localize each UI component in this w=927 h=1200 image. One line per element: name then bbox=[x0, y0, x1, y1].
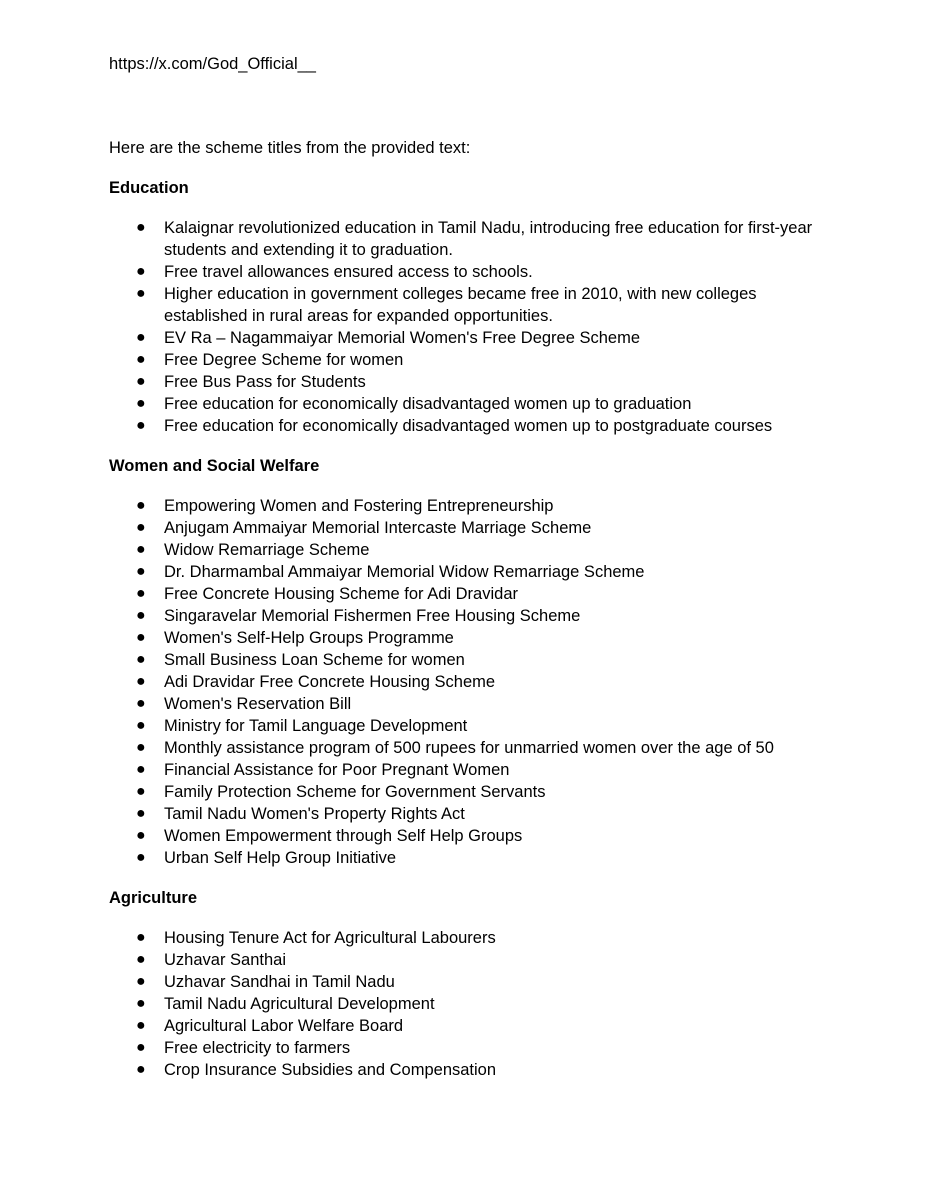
list-item-text: Financial Assistance for Poor Pregnant Women bbox=[164, 761, 510, 779]
bullet-icon: ● bbox=[136, 519, 146, 536]
bullet-icon: ● bbox=[136, 849, 146, 866]
bullet-icon: ● bbox=[136, 827, 146, 844]
bullet-icon: ● bbox=[136, 417, 146, 434]
document-body bbox=[109, 53, 829, 1081]
bullet-icon: ● bbox=[136, 717, 146, 734]
bullet-list bbox=[109, 495, 829, 869]
list-item-text: Tamil Nadu Agricultural Development bbox=[164, 995, 435, 1013]
source-url: https://x.com/God_Official__ bbox=[109, 55, 316, 73]
section-heading: Education bbox=[109, 179, 189, 197]
bullet-icon: ● bbox=[136, 263, 146, 280]
bullet-icon: ● bbox=[136, 563, 146, 580]
list-item-text: Anjugam Ammaiyar Memorial Intercaste Marriage Scheme bbox=[164, 519, 592, 537]
list-item-text: Singaravelar Memorial Fishermen Free Housing Scheme bbox=[164, 607, 581, 625]
bullet-icon: ● bbox=[136, 497, 146, 514]
list-item-text: Uzhavar Sandhai in Tamil Nadu bbox=[164, 973, 395, 991]
list-item bbox=[109, 671, 829, 693]
list-item-text: Family Protection Scheme for Government Servants bbox=[164, 783, 546, 801]
list-item bbox=[109, 539, 829, 561]
list-item-text: Dr. Dharmambal Ammaiyar Memorial Widow Remarriage Scheme bbox=[164, 563, 645, 581]
bullet-icon: ● bbox=[136, 373, 146, 390]
list-item-text: Uzhavar Santhai bbox=[164, 951, 286, 969]
list-item-text: Monthly assistance program of 500 rupees for unmarried women over the age of 50 bbox=[164, 739, 774, 757]
bullet-icon: ● bbox=[136, 805, 146, 822]
list-item bbox=[109, 847, 829, 869]
list-item bbox=[109, 583, 829, 605]
section-heading: Agriculture bbox=[109, 889, 198, 907]
list-item bbox=[109, 949, 829, 971]
list-item-text: Free Concrete Housing Scheme for Adi Dravidar bbox=[164, 585, 518, 603]
list-item bbox=[109, 927, 829, 949]
list-item bbox=[109, 261, 829, 283]
list-item bbox=[109, 993, 829, 1015]
list-item bbox=[109, 349, 829, 371]
list-item bbox=[109, 1037, 829, 1059]
list-item-text: Small Business Loan Scheme for women bbox=[164, 651, 465, 669]
intro-text: Here are the scheme titles from the provided text: bbox=[109, 139, 471, 157]
bullet-icon: ● bbox=[136, 1039, 146, 1056]
bullet-icon: ● bbox=[136, 585, 146, 602]
list-item bbox=[109, 283, 829, 327]
bullet-icon: ● bbox=[136, 629, 146, 646]
list-item-text: Women Empowerment through Self Help Groups bbox=[164, 827, 523, 845]
list-item-text: Women's Reservation Bill bbox=[164, 695, 352, 713]
list-item bbox=[109, 971, 829, 993]
bullet-icon: ● bbox=[136, 1017, 146, 1034]
bullet-icon: ● bbox=[136, 285, 146, 302]
bullet-icon: ● bbox=[136, 673, 146, 690]
bullet-icon: ● bbox=[136, 929, 146, 946]
list-item-text: Free travel allowances ensured access to schools. bbox=[164, 263, 533, 281]
list-item bbox=[109, 627, 829, 649]
list-item-text: Kalaignar revolutionized education in Tamil Nadu, introducing free education for first-year students and extending it to graduation. bbox=[164, 219, 813, 259]
bullet-icon: ● bbox=[136, 541, 146, 558]
list-item-text: EV Ra – Nagammaiyar Memorial Women's Free Degree Scheme bbox=[164, 329, 641, 347]
list-item-text: Widow Remarriage Scheme bbox=[164, 541, 370, 559]
bullet-icon: ● bbox=[136, 761, 146, 778]
list-item bbox=[109, 693, 829, 715]
bullet-icon: ● bbox=[136, 739, 146, 756]
bullet-icon: ● bbox=[136, 651, 146, 668]
bullet-list bbox=[109, 927, 829, 1081]
list-item bbox=[109, 715, 829, 737]
list-item-text: Free Degree Scheme for women bbox=[164, 351, 404, 369]
list-item-text: Adi Dravidar Free Concrete Housing Scheme bbox=[164, 673, 496, 691]
list-item bbox=[109, 1015, 829, 1037]
list-item-text: Tamil Nadu Women's Property Rights Act bbox=[164, 805, 465, 823]
list-item-text: Empowering Women and Fostering Entrepreneurship bbox=[164, 497, 554, 515]
list-item bbox=[109, 415, 829, 437]
list-item-text: Free Bus Pass for Students bbox=[164, 373, 366, 391]
list-item-text: Housing Tenure Act for Agricultural Labourers bbox=[164, 929, 496, 947]
list-item bbox=[109, 517, 829, 539]
list-item-text: Crop Insurance Subsidies and Compensation bbox=[164, 1061, 497, 1079]
list-item-text: Agricultural Labor Welfare Board bbox=[164, 1017, 404, 1035]
list-item-text: Free education for economically disadvantaged women up to graduation bbox=[164, 395, 692, 413]
list-item bbox=[109, 825, 829, 847]
list-item bbox=[109, 781, 829, 803]
bullet-list bbox=[109, 217, 829, 437]
list-item bbox=[109, 393, 829, 415]
list-item bbox=[109, 737, 829, 759]
sections-container bbox=[109, 177, 829, 1081]
list-item-text: Free education for economically disadvantaged women up to postgraduate courses bbox=[164, 417, 773, 435]
section-heading: Women and Social Welfare bbox=[109, 457, 320, 475]
list-item bbox=[109, 1059, 829, 1081]
bullet-icon: ● bbox=[136, 219, 146, 236]
bullet-icon: ● bbox=[136, 1061, 146, 1078]
list-item bbox=[109, 605, 829, 627]
bullet-icon: ● bbox=[136, 695, 146, 712]
list-item bbox=[109, 649, 829, 671]
list-item-text: Ministry for Tamil Language Development bbox=[164, 717, 468, 735]
bullet-icon: ● bbox=[136, 951, 146, 968]
list-item bbox=[109, 217, 829, 261]
list-item bbox=[109, 371, 829, 393]
list-item bbox=[109, 759, 829, 781]
bullet-icon: ● bbox=[136, 395, 146, 412]
bullet-icon: ● bbox=[136, 351, 146, 368]
list-item-text: Women's Self-Help Groups Programme bbox=[164, 629, 454, 647]
bullet-icon: ● bbox=[136, 783, 146, 800]
list-item-text: Free electricity to farmers bbox=[164, 1039, 351, 1057]
bullet-icon: ● bbox=[136, 607, 146, 624]
bullet-icon: ● bbox=[136, 995, 146, 1012]
list-item-text: Urban Self Help Group Initiative bbox=[164, 849, 397, 867]
list-item bbox=[109, 327, 829, 349]
bullet-icon: ● bbox=[136, 329, 146, 346]
list-item-text: Higher education in government colleges became free in 2010, with new colleges established in rural areas for expanded opportunities. bbox=[164, 285, 757, 325]
bullet-icon: ● bbox=[136, 973, 146, 990]
list-item bbox=[109, 495, 829, 517]
list-item bbox=[109, 803, 829, 825]
list-item bbox=[109, 561, 829, 583]
